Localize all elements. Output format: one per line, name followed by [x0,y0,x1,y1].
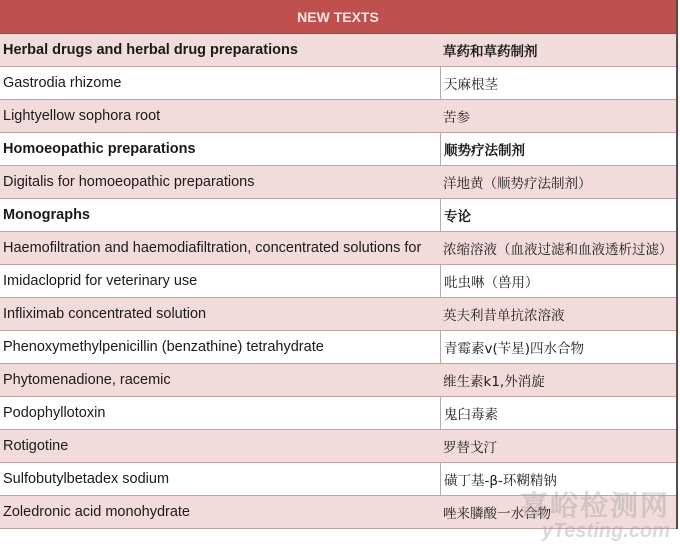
chinese-name-cell: 浓缩溶液（血液过滤和血液透析过滤） [443,242,673,258]
chinese-name-cell: 青霉素v(苄星)四水合物 [440,331,676,363]
chinese-name-cell: 维生素k1,外消旋 [443,374,545,390]
section-header-row [0,133,676,166]
english-name-cell: Lightyellow sophora root [3,108,161,124]
chinese-name-cell: 磺丁基-β-环糊精钠 [440,463,676,495]
table-row [0,364,676,397]
english-name-cell: Imidacloprid for veterinary use [3,273,198,289]
english-name-cell: Digitalis for homoeopathic preparations [3,174,255,190]
table-row [0,331,676,364]
section-header-row [0,34,676,67]
table-row [0,67,676,100]
watermark-en: yTesting.com [541,520,670,542]
chinese-name-cell: 英夫利昔单抗浓溶液 [443,308,565,324]
table-row [0,265,676,298]
english-name-cell: Infliximab concentrated solution [3,306,207,322]
table-row [0,232,676,265]
english-name-cell: Podophyllotoxin [3,405,106,421]
table-row [0,496,676,529]
english-name-cell: Sulfobutylbetadex sodium [3,471,170,487]
table-body [0,34,676,529]
chinese-name-cell: 草药和草药制剂 [443,44,538,60]
chinese-name-cell: 洋地黄（顺势疗法制剂） [443,176,592,192]
table-header [0,0,676,34]
chinese-name-cell: 顺势疗法制剂 [440,133,676,165]
table-row [0,100,676,133]
watermark-cn: 嘉峪检测网 [519,490,670,521]
english-name-cell: Rotigotine [3,438,69,454]
english-name-cell: Phytomenadione, racemic [3,372,171,388]
section-header-row [0,199,676,232]
chinese-name-cell: 罗替戈汀 [443,440,497,456]
table-row [0,298,676,331]
english-name-cell: Herbal drugs and herbal drug preparations [3,42,298,58]
table-row [0,430,676,463]
table-row [0,397,676,430]
english-name-cell: Gastrodia rhizome [3,75,122,91]
english-name-cell: Monographs [3,207,90,223]
table-row [0,166,676,199]
english-name-cell: Zoledronic acid monohydrate [3,504,190,520]
table-row [0,463,676,496]
english-name-cell: Phenoxymethylpenicillin (benzathine) tetrahydrate [3,339,324,355]
chinese-name-cell: 鬼臼毒素 [440,397,676,429]
chinese-name-cell: 吡虫啉（兽用） [440,265,676,297]
chinese-name-cell: 天麻根茎 [440,67,676,99]
english-name-cell: Homoeopathic preparations [3,141,196,157]
chinese-name-cell: 专论 [440,199,676,231]
chinese-name-cell: 苦参 [443,110,470,126]
table-title: NEW TEXTS [297,8,379,25]
english-name-cell: Haemofiltration and haemodiafiltration, concentrated solutions for [3,240,422,256]
chinese-name-cell: 唑来膦酸一水合物 [443,506,551,522]
